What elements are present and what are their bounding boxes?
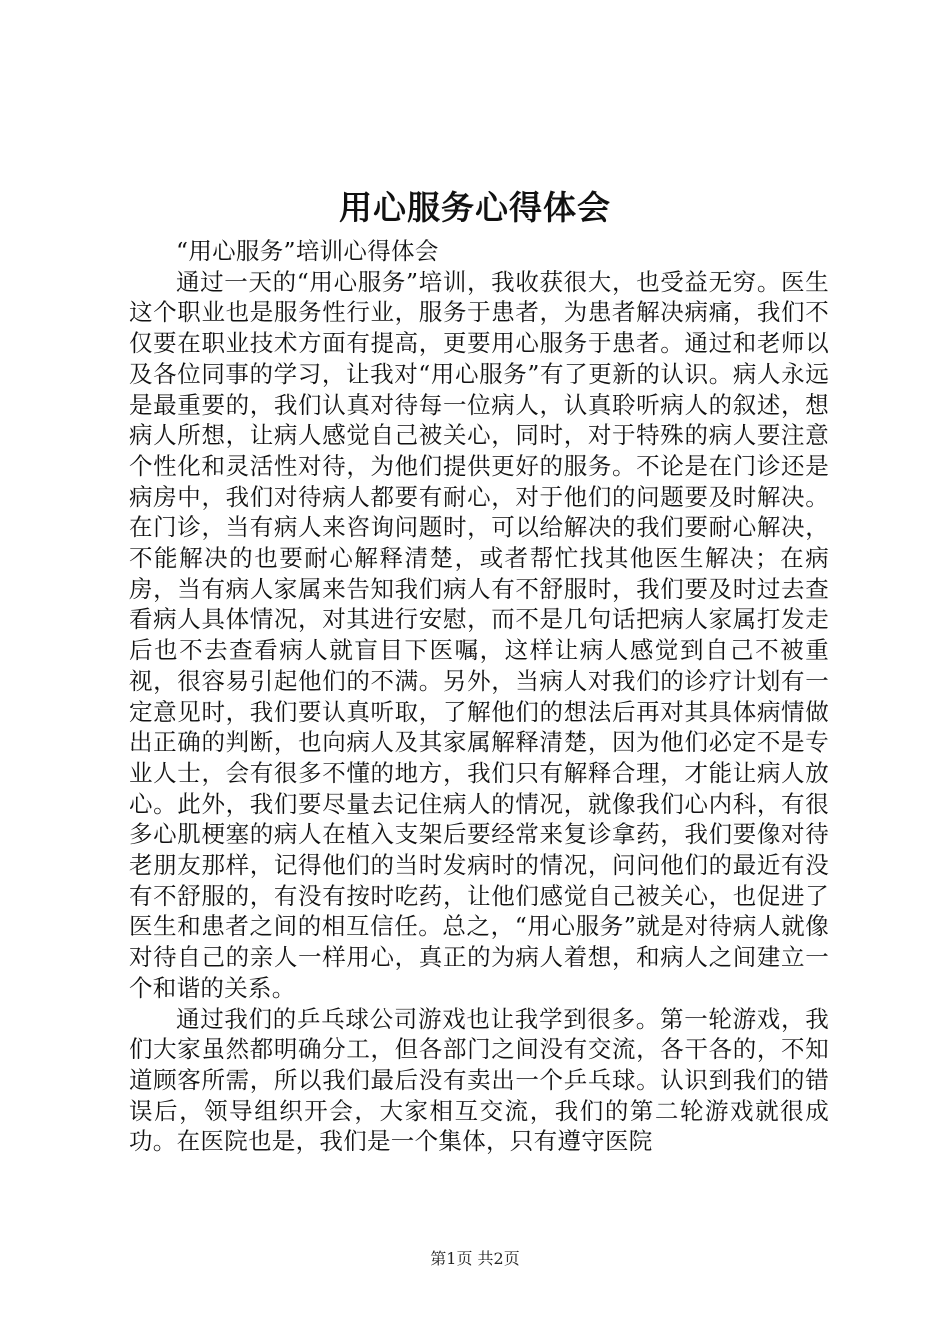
- document-body: [129, 236, 829, 1157]
- body-paragraph-2: 通过我们的乒乓球公司游戏也让我学到很多。第一轮游戏，我们大家虽然都明确分工，但各部门之间没有交流，各干各的，不知道顾客所需，所以我们最后没有卖出一个乒乓球。认识到我们的错误后，领导组织开会，大家相互交流，我们的第二轮游戏就很成功。在医院也是，我们是一个集体，只有遵守医院: [129, 1004, 829, 1156]
- body-paragraph-1: 通过一天的“用心服务”培训，我收获很大，也受益无穷。医生这个职业也是服务性行业，服务于患者，为患者解决病痛，我们不仅要在职业技术方面有提高，更要用心服务于患者。通过和老师以及各位同事的学习，让我对“用心服务”有了更新的认识。病人永远是最重要的，我们认真对待每一位病人，认真聆听病人的叙述，想病人所想，让病人感觉自己被关心，同时，对于特殊的病人要注意个性化和灵活性对待，为他们提供更好的服务。不论是在门诊还是病房中，我们对待病人都要有耐心，对于他们的问题要及时解决。在门诊，当有病人来咨询问题时，可以给解决的我们要耐心解决，不能解决的也要耐心解释清楚，或者帮忙找其他医生解决；在病房，当有病人家属来告知我们病人有不舒服时，我们要及时过去查看病人具体情况，对其进行安慰，而不是几句话把病人家属打发走后也不去查看病人就盲目下医嘱，这样让病人感觉到自己不被重视，很容易引起他们的不满。另外，当病人对我们的诊疗计划有一定意见时，我们要认真听取，了解他们的想法后再对其具体病情做出正确的判断，也向病人及其家属解释清楚，因为他们必定不是专业人士，会有很多不懂的地方，我们只有解释合理，才能让病人放心。此外，我们要尽量去记住病人的情况，就像我们心内科，有很多心肌梗塞的病人在植入支架后要经常来复诊拿药，我们要像对待老朋友那样，记得他们的当时发病时的情况，问问他们的最近有没有不舒服的，有没有按时吃药，让他们感觉自己被关心，也促进了医生和患者之间的相互信任。总之，“用心服务”就是对待病人就像对待自己的亲人一样用心，真正的为病人着想，和病人之间建立一个和谐的关系。: [129, 267, 829, 1002]
- document-subtitle: “用心服务”培训心得体会: [176, 237, 439, 265]
- page-number-footer: 第1页 共2页: [430, 1249, 520, 1268]
- document-title: 用心服务心得体会: [339, 188, 611, 227]
